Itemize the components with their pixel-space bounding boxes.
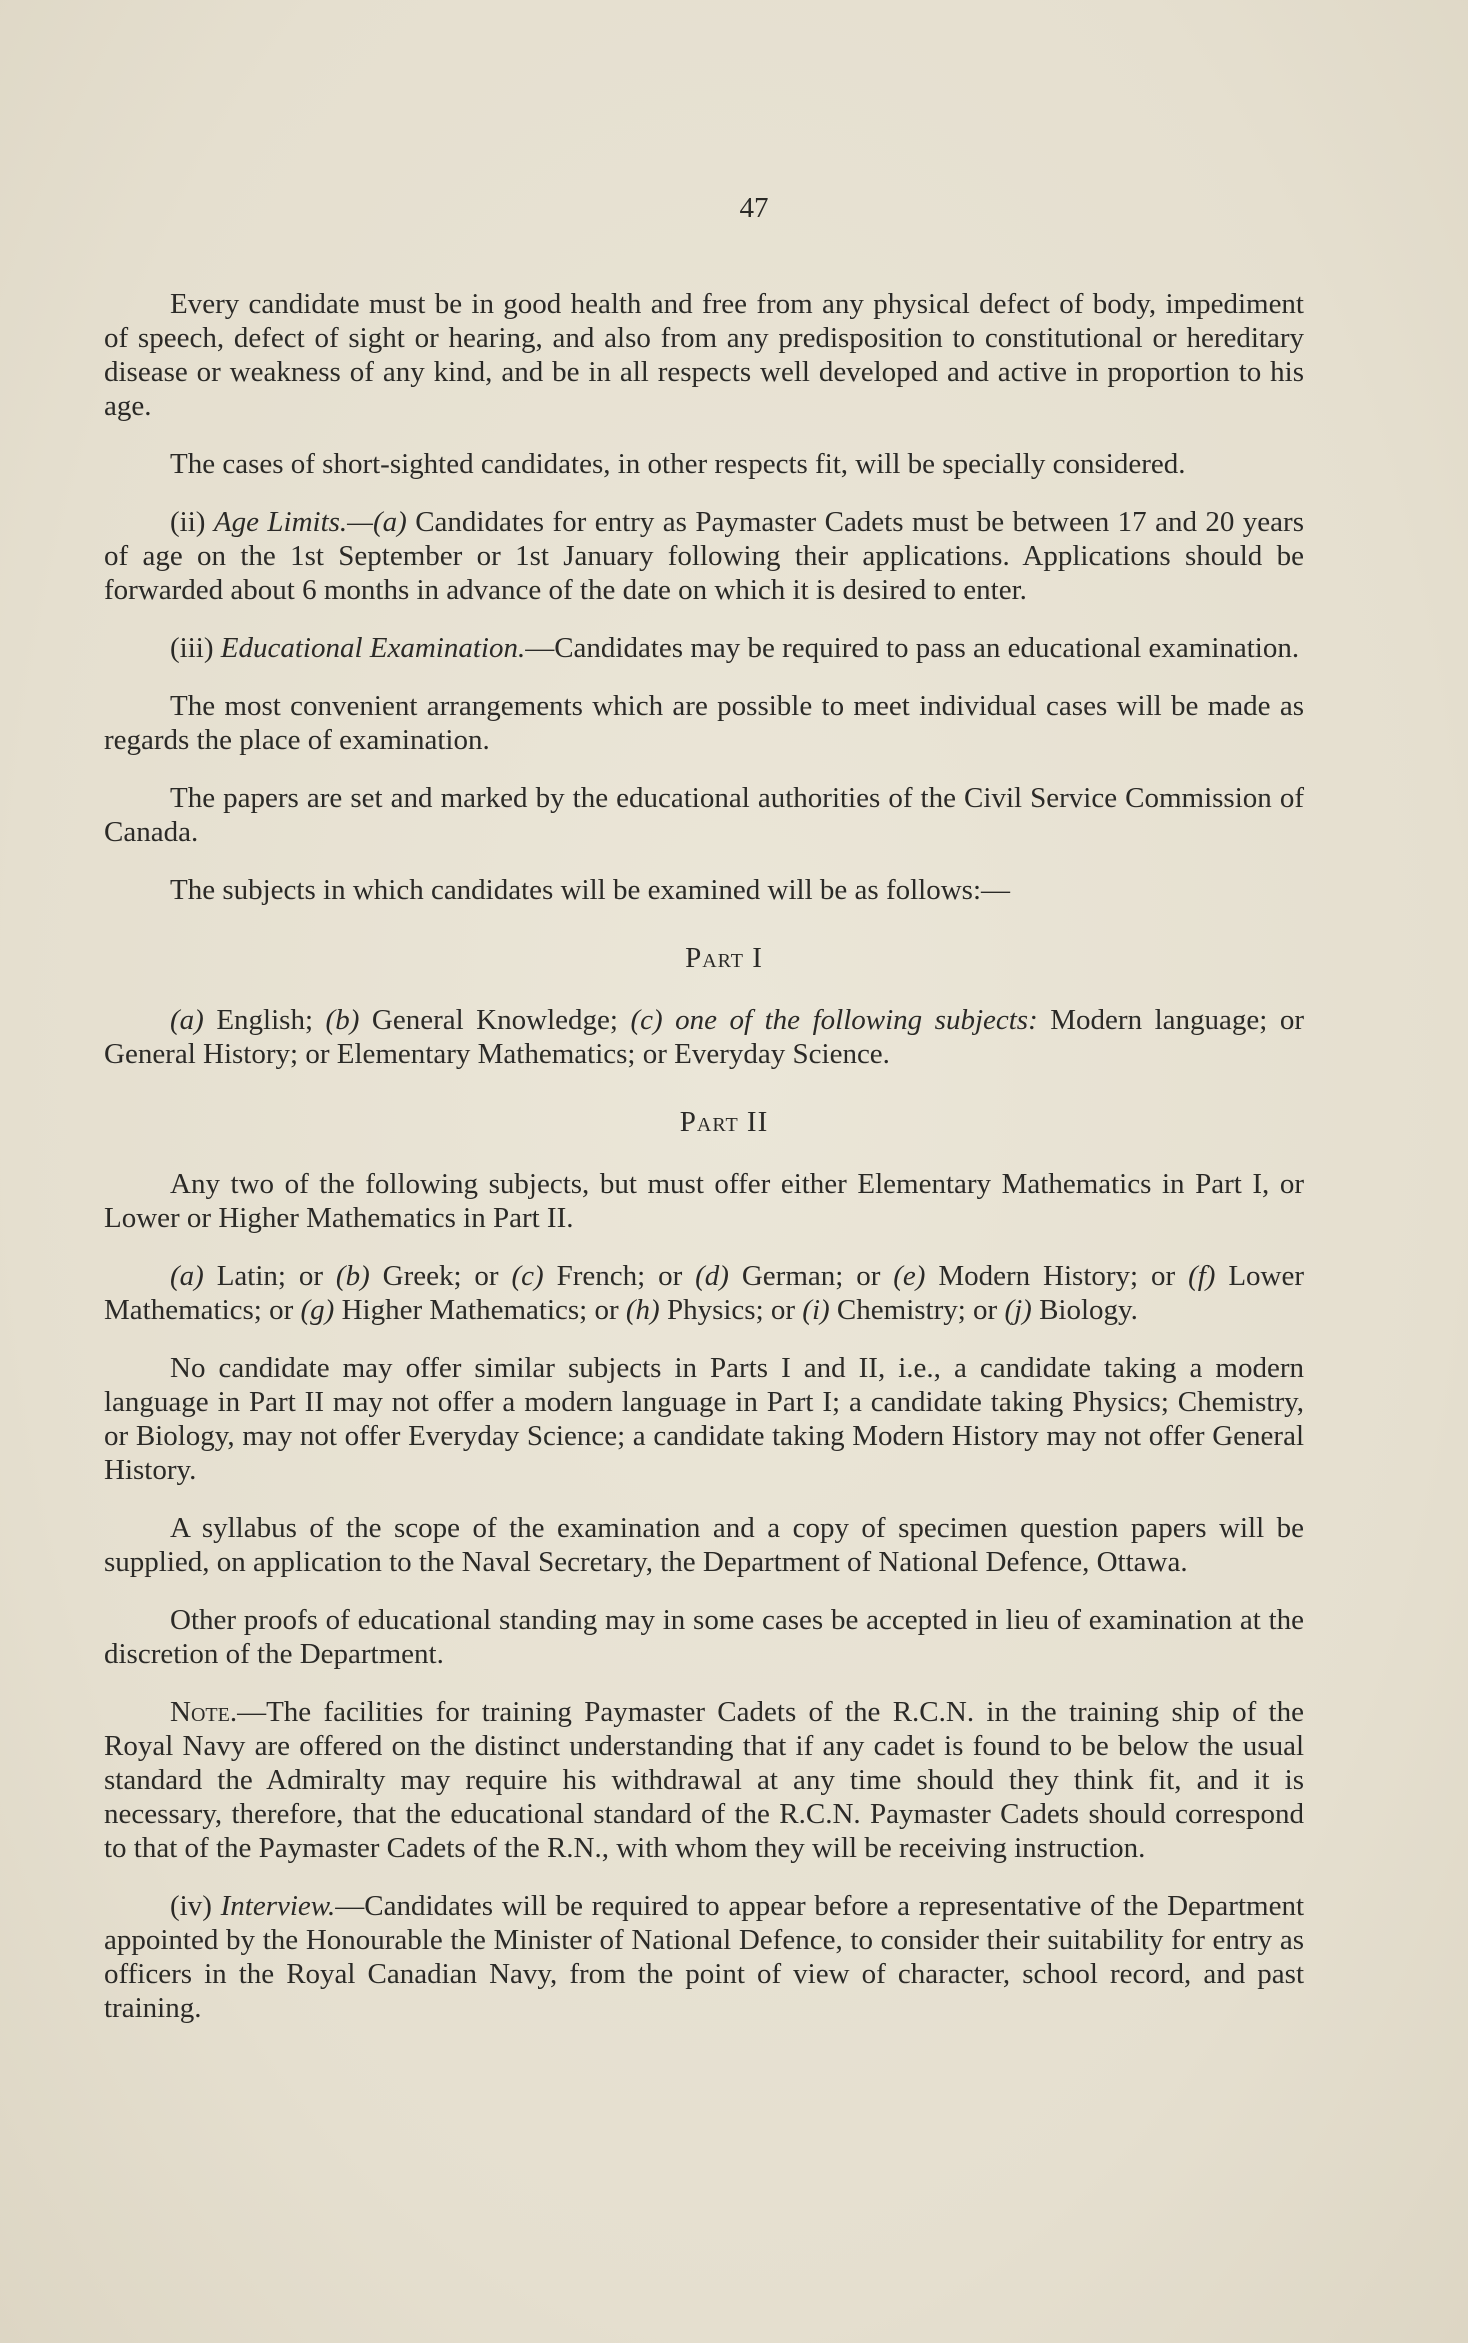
paragraph-syllabus: A syllabus of the scope of the examination and a copy of specimen question papers will be supplied, on application to the Naval Secretary, the Department of National Defence, Ottawa. [104, 1512, 1304, 1578]
interview-body: —Candidates will be required to appear before a representative of the Department appointed by the Honourable the Minister of National Defence, to consider their suitability for entry as officers in the Royal Canadian Navy, from the point of view of character, school record, and past training. [104, 1890, 1305, 2024]
subject-b-text: Greek; or [382, 1260, 512, 1292]
subject-j-text: Biology. [1039, 1294, 1138, 1326]
paragraph-interview [104, 1889, 1304, 2025]
part-one-heading: Part I [685, 942, 763, 974]
part-one-rest: Modern language; or General History; or Elementary Mathematics; or Everyday Science. [104, 1004, 1305, 1070]
interview-lead: (iv) [170, 1890, 221, 1922]
paragraph-part-two-intro: Any two of the following subjects, but must offer either Elementary Mathematics in Part I, or Lower or Higher Mathematics in Part II. [104, 1168, 1304, 1234]
subject-a: (a) [170, 1260, 217, 1292]
paragraph-papers: The papers are set and marked by the educational authorities of the Civil Service Commission of Canada. [104, 782, 1304, 848]
subject-a-text: Latin; or [216, 1260, 336, 1292]
paragraph-part-two-subjects [104, 1259, 1304, 1327]
page-text [104, 192, 1304, 2049]
part-one-general: General Knowledge; [371, 1004, 631, 1036]
subject-h-text: Physics; or [666, 1294, 803, 1326]
paragraph-other-proofs: Other proofs of educational standing may in some cases be accepted in lieu of examination at the discretion of the Department. [104, 1604, 1304, 1670]
page-number: 47 [739, 192, 769, 224]
subject-c: (c) [511, 1260, 557, 1292]
subject-c-text: French; or [556, 1260, 696, 1292]
part-one-c: (c) one of the following subjects: [630, 1004, 1038, 1036]
part-one-a: (a) [170, 1004, 217, 1036]
age-limits-body: Candidates for entry as Paymaster Cadets must be between 17 and 20 years of age on the 1st September or 1st January following their applications. Applications should be forwarded about 6 months in advance of the date on which it is desired to enter. [104, 506, 1304, 606]
subject-g: (g) [300, 1294, 342, 1326]
subject-j: (j) [1004, 1294, 1040, 1326]
subject-i-text: Chemistry; or [836, 1294, 1005, 1326]
subject-e-text: Modern History; or [938, 1260, 1189, 1292]
age-limits-lead: (ii) [170, 506, 214, 538]
exam-lead: (iii) [170, 632, 221, 664]
interview-title: Interview. [220, 1890, 336, 1922]
part-one-english: English; [216, 1004, 326, 1036]
subject-f: (f) [1188, 1260, 1229, 1292]
subject-d: (d) [695, 1260, 742, 1292]
paragraph-health: Every candidate must be in good health and free from any physical defect of body, impediment of speech, defect of sight or hearing, and also from any predisposition to constitutional or hereditary disease or weakness of any kind, and be in all respects well developed and active in proportion to his age. [104, 288, 1304, 422]
paragraph-arrangements: The most convenient arrangements which are possible to meet individual cases will be made as regards the place of examination. [104, 690, 1304, 756]
subject-h: (h) [625, 1294, 667, 1326]
note-body: —The facilities for training Paymaster Cadets of the R.C.N. in the training ship of the Royal Navy are offered on the distinct understanding that if any cadet is found to be below the usual standard the Admiralty may require his withdrawal at any time should they think fit, and it is necessary, therefore, that the educational standard of the R.C.N. Paymaster Cadets should correspond to that of the Paymaster Cadets of the R.N., with whom they will be receiving instruction. [104, 1696, 1304, 1864]
subject-e: (e) [893, 1260, 939, 1292]
subject-b: (b) [335, 1260, 383, 1292]
age-limits-title: Age Limits. [213, 506, 348, 538]
paragraph-subjects-intro: The subjects in which candidates will be examined will be as follows:— [170, 874, 1010, 906]
paragraph-note [104, 1695, 1304, 1865]
exam-body: —Candidates may be required to pass an educational examination. [525, 632, 1300, 664]
subject-i: (i) [802, 1294, 837, 1326]
exam-title: Educational Examination. [220, 632, 526, 664]
paragraph-similar-subjects: No candidate may offer similar subjects in Parts I and II, i.e., a candidate taking a modern language in Part II may not offer a modern language in Part I; a candidate taking Physics; Chemistry, or Biology, may not offer Everyday Science; a candidate taking Modern History may not offer General History. [104, 1352, 1304, 1486]
age-limits-sub: —(a) [347, 506, 416, 538]
paragraph-educational-examination [104, 631, 1304, 665]
paragraph-short-sighted: The cases of short-sighted candidates, in other respects fit, will be specially considered. [170, 448, 1186, 480]
subject-g-text: Higher Mathematics; or [341, 1294, 626, 1326]
paragraph-part-one [104, 1003, 1304, 1071]
subject-d-text: German; or [741, 1260, 894, 1292]
subject-f-text: Lower Mathematics; or [104, 1260, 1305, 1326]
note-label: Note. [170, 1696, 238, 1728]
part-two-heading: Part II [679, 1106, 769, 1138]
paragraph-age-limits [104, 505, 1304, 607]
part-one-b: (b) [325, 1004, 372, 1036]
